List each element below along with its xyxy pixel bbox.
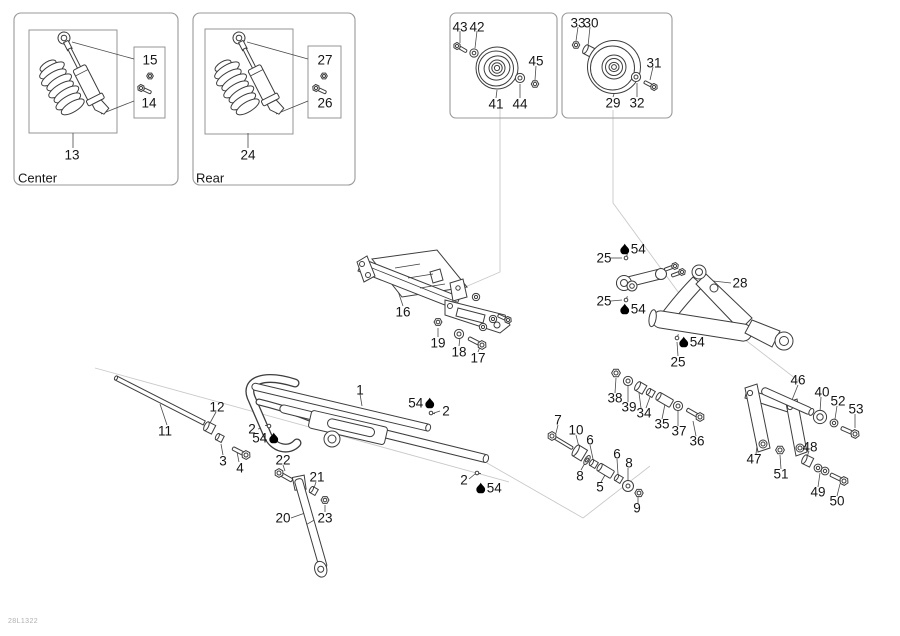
screw-2 [475,471,481,476]
part-number: 51 [773,466,789,482]
part-number: 29 [605,95,621,111]
part-number: 34 [636,405,652,421]
center-shock-nut [147,73,154,79]
idler-washer-42 [470,49,478,57]
part-number: 13 [64,147,80,163]
sleeve-48 [801,454,814,467]
idler-bolt-43 [452,42,468,55]
part-number: 30 [583,15,599,31]
part-number: 20 [275,510,291,526]
front-arm-assembly [250,379,490,479]
tie-rod-assembly [114,375,252,462]
idler-wheel-29 [588,41,641,94]
part-number: 2 [248,421,256,437]
rear-shock-bolt [312,84,328,96]
bolt-50 [829,471,850,486]
inset-box-center [14,13,178,185]
part-number: 42 [469,19,485,35]
part-number: 46 [790,372,806,388]
washer-8 [623,481,634,492]
part-number: 6 [613,446,621,462]
idler-bolt-31 [643,79,659,91]
part-number: 3 [219,453,227,469]
part-number: 27 [317,52,333,68]
part-number: 25 [596,250,612,266]
washer-39 [623,376,632,385]
part-number: 12 [209,399,225,415]
part-number: 14 [141,95,157,111]
idler-washer-32 [631,72,640,81]
rear-shock-spring [208,55,263,119]
frame-washer-18 [454,329,463,338]
part-number: 7 [554,412,562,428]
part-number: 25 [670,354,686,370]
link-assembly [273,465,332,579]
part-number: 2 [442,403,450,419]
part-number: 31 [646,55,662,71]
part-number: 53 [848,401,864,417]
part-number: 47 [746,451,762,467]
part-number: 38 [607,390,623,406]
part-number: 33 [570,15,586,31]
part-number: 8 [576,468,584,484]
part-number: 10 [568,422,584,438]
part-number: 54 [252,430,268,446]
part-number: 6 [586,432,594,448]
part-number: 41 [488,96,504,112]
idler-nut-33 [572,42,579,48]
bushing-34 [633,381,646,394]
part-number: 4 [236,460,244,476]
part-number: 48 [802,439,818,455]
part-number: 54 [486,480,502,496]
bolt-53 [840,424,861,439]
part-number: 17 [470,350,486,366]
part-number: 49 [810,484,826,500]
nut-9 [635,489,643,496]
part-number: 39 [621,399,637,415]
part-number: 8 [625,455,633,471]
part-number: 11 [157,423,173,439]
rear-bracket-assembly [745,384,864,496]
washer-52 [830,419,838,427]
part-number: 44 [512,96,528,112]
part-number: 54 [408,395,424,411]
part-number: 9 [633,500,641,516]
part-number: 25 [596,293,612,309]
part-number: 43 [452,19,468,35]
rear-shock-nut [321,73,328,79]
rear-arm-assembly [611,254,793,356]
washer-37 [673,401,682,410]
part-number: 19 [430,335,446,351]
part-number: 54 [630,241,646,257]
part-number: 26 [317,95,333,111]
bushing-3 [214,433,224,442]
part-number: 35 [654,416,670,432]
part-number: 5 [596,479,604,495]
grease-fitting-25 [624,296,629,303]
part-number: 36 [689,433,705,449]
spacer-6 [613,474,623,484]
pivot-hardware-34-39 [612,369,706,439]
frame-nut-19 [434,319,442,326]
sleeve-5 [596,463,615,479]
part-number: 54 [630,301,646,317]
bolt-4 [231,445,252,461]
part-number: 22 [275,452,291,468]
part-number: 28 [732,275,748,291]
inset-box-idler-small [450,13,557,118]
part-number: 24 [240,147,256,163]
frame-bolt-17 [467,335,488,351]
idler-wheel-41 [476,47,518,89]
nut-23 [321,497,329,504]
center-shock-bolt [137,84,153,96]
part-number: 54 [689,334,705,350]
spacer-21 [308,486,318,496]
inset-title-rear: Rear [196,170,225,186]
part-number: 37 [671,423,687,439]
inset-title-center: Center [18,170,58,186]
part-number: 23 [317,510,333,526]
inset-box-rear [193,13,355,185]
part-number: 18 [451,344,467,360]
sleeve-35 [655,392,674,408]
grease-fitting-25 [675,334,680,341]
bolt-36 [685,406,706,422]
part-number: 16 [395,304,411,320]
nut-38 [612,369,621,377]
part-number: 45 [528,53,544,69]
part-number: 2 [460,472,468,488]
grease-fitting-25 [624,254,629,261]
bushing-40 [813,410,826,423]
part-number: 40 [814,384,830,400]
bolt-7 [546,430,574,451]
part-number: 1 [356,382,364,398]
center-shock-spring [33,55,88,119]
bushing-34 [645,388,655,398]
washer-49 [821,467,829,475]
crossmember-frame [357,250,512,352]
part-number: 32 [629,95,645,111]
drawing-code: 28L1322 [8,618,39,625]
idler-nut-45 [531,81,538,87]
bolt-22 [273,468,294,484]
part-number: 52 [830,393,846,409]
part-number: 21 [309,469,325,485]
inset-box-idler-large [562,13,672,118]
screw-2 [429,411,435,416]
pivot-hardware-5-10 [546,422,643,503]
part-number: 15 [142,52,158,68]
nut-51 [776,446,785,454]
part-number: 50 [829,493,845,509]
idler-washer-44 [515,73,524,82]
